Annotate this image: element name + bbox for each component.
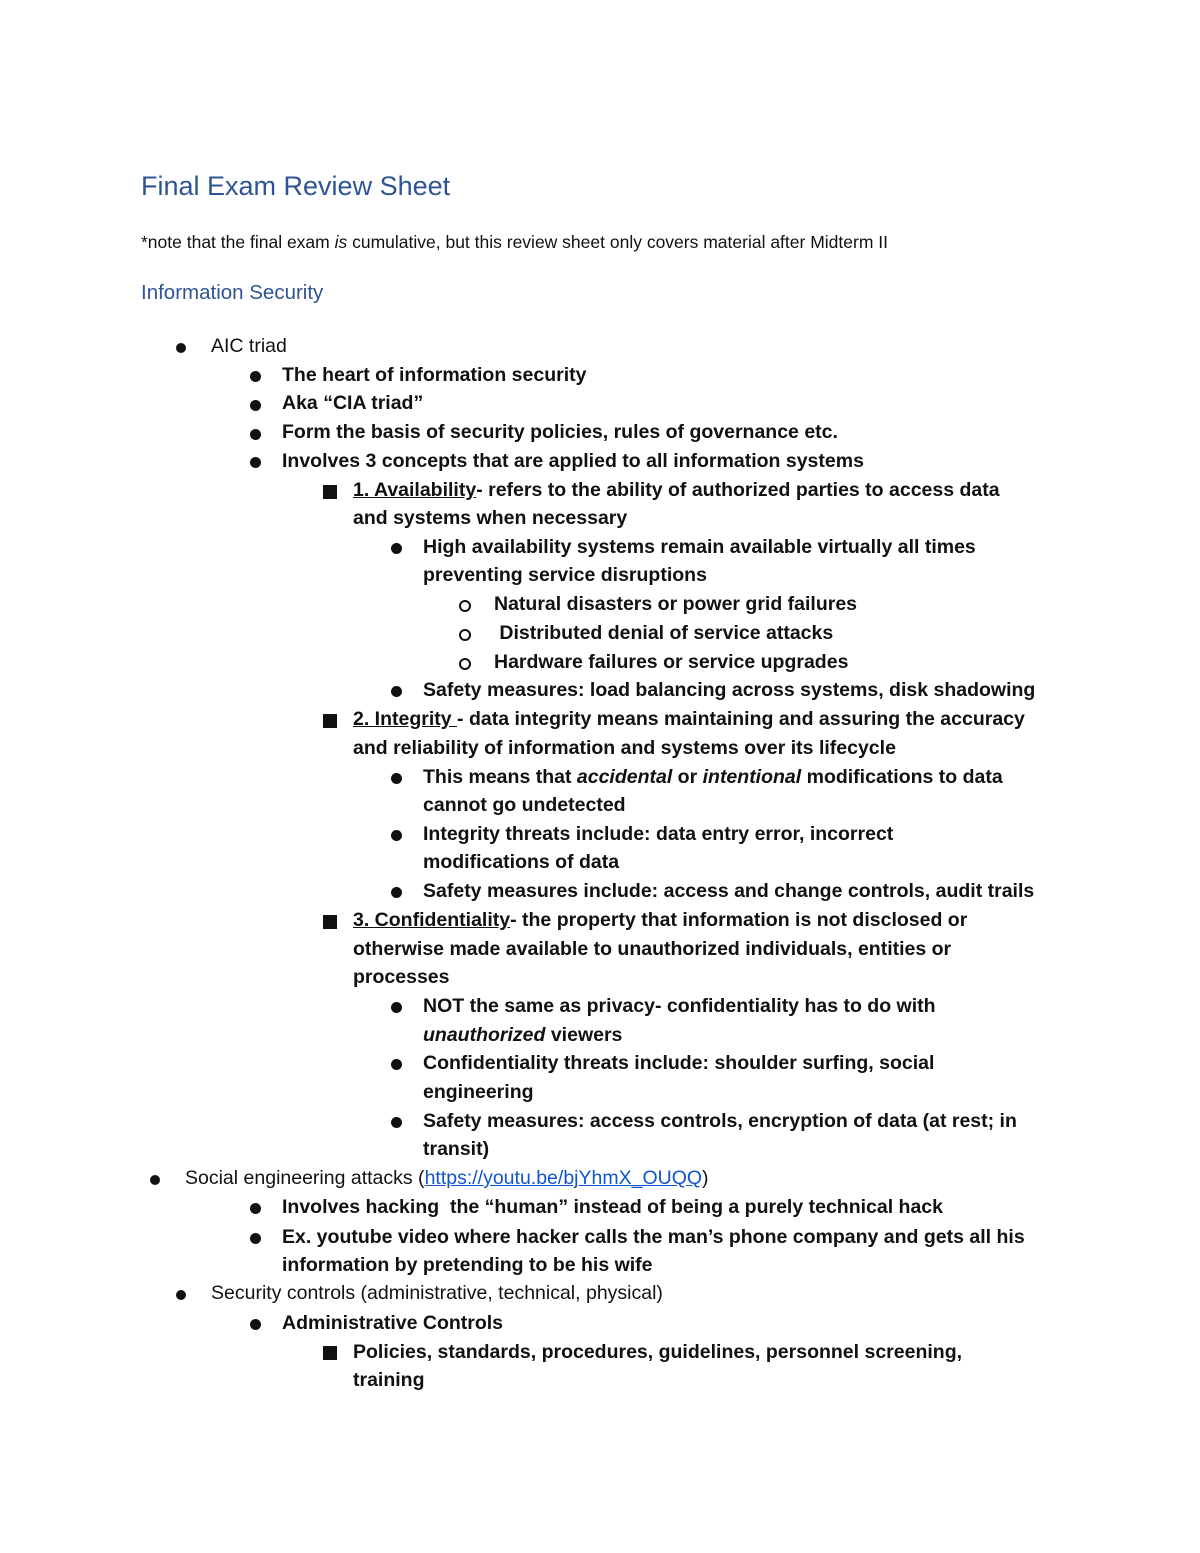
confidentiality-safety-2: transit) xyxy=(423,1138,490,1160)
integrity-def-1: - data integrity means maintaining and assuring the accuracy xyxy=(457,708,1025,730)
social-label-b: ) xyxy=(702,1167,709,1189)
confidentiality-safety-1: Safety measures: access controls, encryption of data (at rest; in xyxy=(423,1110,1017,1132)
integrity-means-em1: accidental xyxy=(576,766,673,788)
bullet-square-icon xyxy=(323,1346,337,1360)
bullet-dot-icon xyxy=(391,686,402,697)
bullet-square-icon xyxy=(323,915,337,929)
integrity-threats-2: modifications of data xyxy=(423,851,620,873)
integrity-means-b: or xyxy=(672,766,703,788)
bullet-dot-icon xyxy=(250,1319,261,1330)
note-text-2: cumulative, but this review sheet only covers material after Midterm II xyxy=(347,232,888,252)
bullet-dot-icon xyxy=(391,830,402,841)
admin-controls-item-1: Policies, standards, procedures, guidelines, personnel screening, xyxy=(353,1341,963,1363)
integrity-safety: Safety measures include: access and change controls, audit trails xyxy=(423,880,1035,902)
exam-note xyxy=(141,229,888,255)
bullet-dot-icon xyxy=(391,1059,402,1070)
bullet-circle-icon xyxy=(459,658,471,670)
bullet-dot-icon xyxy=(176,343,186,353)
bullet-square-icon xyxy=(323,714,337,728)
confidentiality-term: 3. Confidentiality xyxy=(353,909,511,931)
security-controls-label: Security controls (administrative, technical, physical) xyxy=(211,1282,663,1304)
social-item-2-2: information by pretending to be his wife xyxy=(282,1254,653,1276)
admin-controls-item-2: training xyxy=(353,1369,425,1391)
integrity-means xyxy=(423,764,1003,790)
integrity-term: 2. Integrity xyxy=(353,708,458,730)
bullet-dot-icon xyxy=(391,773,402,784)
integrity-definition xyxy=(353,706,1025,732)
section-heading: Information Security xyxy=(141,281,324,304)
availability-safety: Safety measures: load balancing across systems, disk shadowing xyxy=(423,679,1036,701)
integrity-threats-1: Integrity threats include: data entry error, incorrect xyxy=(423,823,894,845)
bullet-circle-icon xyxy=(459,600,471,612)
aic-involves: Involves 3 concepts that are applied to all information systems xyxy=(282,450,864,472)
bullet-dot-icon xyxy=(391,887,402,898)
aic-triad-label: AIC triad xyxy=(211,335,287,357)
social-label-a: Social engineering attacks ( xyxy=(185,1167,425,1189)
bullet-dot-icon xyxy=(391,543,402,554)
integrity-means-a: This means that xyxy=(423,766,577,788)
aic-heart: The heart of information security xyxy=(282,364,587,386)
integrity-def-2: and reliability of information and systems over its lifecycle xyxy=(353,737,896,759)
social-item-1: Involves hacking the “human” instead of being a purely technical hack xyxy=(282,1196,944,1218)
availability-sub-2: Distributed denial of service attacks xyxy=(494,622,834,644)
integrity-means-2: cannot go undetected xyxy=(423,794,626,816)
confidentiality-notsame-2 xyxy=(423,1022,622,1048)
confidentiality-threats-2: engineering xyxy=(423,1081,534,1103)
confidentiality-definition xyxy=(353,907,967,933)
availability-sub-3: Hardware failures or service upgrades xyxy=(494,651,849,673)
bullet-dot-icon xyxy=(250,1203,261,1214)
aic-aka: Aka “CIA triad” xyxy=(282,392,424,414)
confidentiality-notsame-1: NOT the same as privacy- confidentiality has to do with xyxy=(423,995,936,1017)
bullet-circle-icon xyxy=(459,629,471,641)
bullet-dot-icon xyxy=(250,1233,261,1244)
bullet-dot-icon xyxy=(391,1002,402,1013)
bullet-square-icon xyxy=(323,485,337,499)
confidentiality-notsame-rest: viewers xyxy=(545,1024,623,1046)
availability-sub-1: Natural disasters or power grid failures xyxy=(494,593,858,615)
availability-definition xyxy=(353,477,1000,503)
youtube-video-link[interactable]: https://youtu.be/bjYhmX_OUQQ xyxy=(424,1167,703,1189)
note-text-1: *note that the final exam xyxy=(141,232,335,252)
confidentiality-def-1: - the property that information is not disclosed or xyxy=(510,909,968,931)
integrity-means-c: modifications to data xyxy=(801,766,1003,788)
aic-basis: Form the basis of security policies, rules of governance etc. xyxy=(282,421,838,443)
availability-high-2: preventing service disruptions xyxy=(423,564,707,586)
bullet-dot-icon xyxy=(250,400,261,411)
confidentiality-threats-1: Confidentiality threats include: shoulder surfing, social xyxy=(423,1052,935,1074)
bullet-dot-icon xyxy=(250,457,261,468)
bullet-dot-icon xyxy=(250,371,261,382)
page-title: Final Exam Review Sheet xyxy=(141,171,451,201)
bullet-dot-icon xyxy=(176,1290,186,1300)
availability-def-1: - refers to the ability of authorized parties to access data xyxy=(476,479,1000,501)
confidentiality-def-3: processes xyxy=(353,966,450,988)
bullet-dot-icon xyxy=(250,429,261,440)
availability-high-1: High availability systems remain available virtually all times xyxy=(423,536,976,558)
confidentiality-def-2: otherwise made available to unauthorized individuals, entities or xyxy=(353,938,952,960)
confidentiality-notsame-em: unauthorized xyxy=(423,1024,546,1046)
administrative-controls: Administrative Controls xyxy=(282,1312,504,1334)
availability-def-2: and systems when necessary xyxy=(353,507,628,529)
bullet-dot-icon xyxy=(391,1117,402,1128)
availability-term: 1. Availability xyxy=(353,479,477,501)
bullet-dot-icon xyxy=(150,1175,160,1185)
note-emphasis: is xyxy=(334,232,348,252)
integrity-means-em2: intentional xyxy=(702,766,802,788)
social-item-2-1: Ex. youtube video where hacker calls the man’s phone company and gets all his xyxy=(282,1226,1025,1248)
social-engineering-label xyxy=(185,1165,709,1191)
